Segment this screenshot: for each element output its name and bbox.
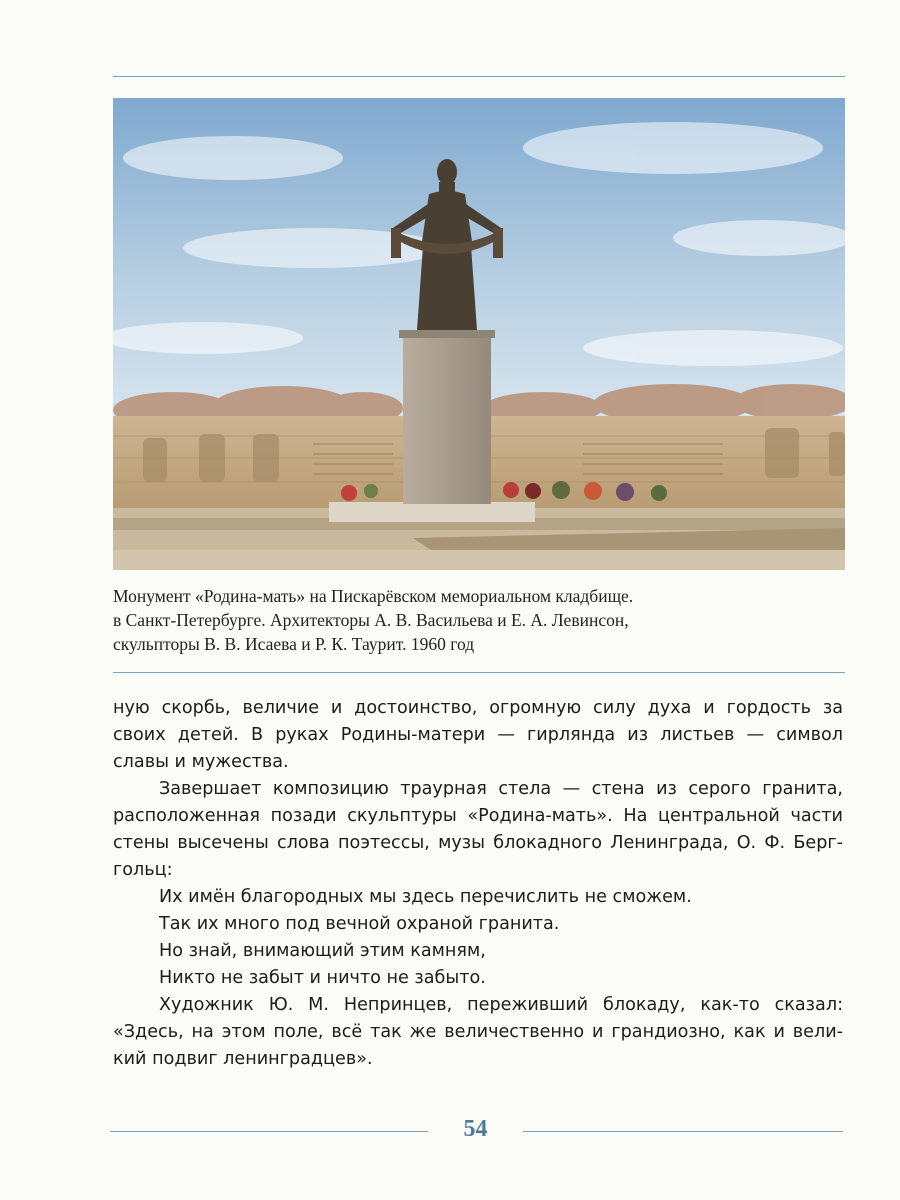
caption-divider: [113, 672, 845, 673]
plinth: [403, 334, 491, 504]
verse-line: Их имён благородных мы здесь перечислить не сможем.: [159, 887, 692, 907]
text-line: своих детей. В руках Родины-матери — гирлянда из листьев — символ: [113, 725, 843, 745]
top-divider: [113, 76, 845, 77]
page-number: 54: [463, 1116, 488, 1142]
text-line: стены высечены слова поэтессы, музы блокадного Ленинграда, О. Ф. Берг-: [113, 833, 843, 853]
body-text: [113, 695, 843, 1073]
verse-line: Никто не забыт и ничто не забыто.: [159, 968, 486, 988]
text-line: Завершает композицию траурная стела — стена из серого гранита,: [159, 779, 843, 799]
verse-line: Но знай, внимающий этим камням,: [159, 941, 486, 961]
text-line: гольц:: [113, 860, 173, 880]
footer-rule-right: [523, 1131, 843, 1132]
photo-caption: [113, 584, 845, 656]
monument-photo: [113, 98, 845, 570]
caption-line: в Санкт-Петербурге. Архитекторы А. В. Васильева и Е. А. Левинсон,: [113, 610, 629, 630]
text-line: кий подвиг ленинградцев».: [113, 1049, 373, 1069]
text-line: ную скорбь, величие и достоинство, огромную силу духа и гордость за: [113, 698, 843, 718]
text-line: расположенная позади скульптуры «Родина-мать». На центральной части: [113, 806, 843, 826]
footer-rule-left: [110, 1131, 428, 1132]
caption-line: скульпторы В. В. Исаева и Р. К. Таурит. 1960 год: [113, 634, 475, 654]
text-line: Художник Ю. М. Непринцев, переживший блокаду, как-то сказал:: [159, 995, 843, 1015]
text-line: славы и мужества.: [113, 752, 289, 772]
verse-line: Так их много под вечной охраной гранита.: [159, 914, 560, 934]
text-line: «Здесь, на этом поле, всё так же величественно и грандиозно, как и вели-: [113, 1022, 843, 1042]
caption-line: Монумент «Родина-мать» на Пискарёвском мемориальном кладбище.: [113, 586, 634, 606]
